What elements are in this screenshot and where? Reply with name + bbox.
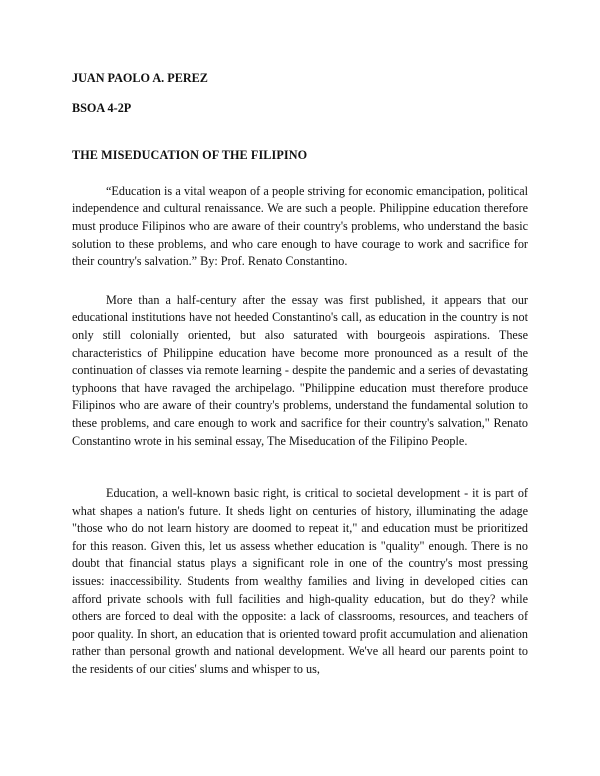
author-name: JUAN PAOLO A. PEREZ bbox=[72, 71, 208, 85]
paragraph-quote: “Education is a vital weapon of a people striving for economic emancipation, political independence and cultural renaissance. We are such a people. Philippine education therefore must produce Filipinos who are aware of their country's problems, who understand the basic solution to these problems, and who care enough to have courage to work and sacrifice for their country's salvation.” By: Prof. Renato Constantino. bbox=[72, 183, 528, 269]
course-section: BSOA 4-2P bbox=[72, 100, 132, 115]
paragraph-education: Education, a well-known basic right, is critical to societal development - it is part of what shapes a nation's future. It sheds light on centuries of history, illuminating the adage "those who do not learn history are doomed to repeat it," and education must be prioritized for this reason. Given this, let us assess whether education is "quality" enough. There is no doubt that financial status plays a significant role in one of the country's most pressing issues: inaccessibility. Students from wealthy families and living in developed cities can afford private schools with full facilities and high-quality education, but do they? while others are forced to deal with the opposite: a lack of classrooms, resources, and teachers of poor quality. In short, an education that is oriented toward profit accumulation and alienation rather than personal growth and national development. We've all heard our parents point to the residents of our cities' slums and whisper to us, bbox=[72, 486, 528, 677]
document-title: THE MISEDUCATION OF THE FILIPINO bbox=[72, 148, 308, 163]
paragraph-context: More than a half-century after the essay was first published, it appears that our educational institutions have not heeded Constantino's call, as education in the country is not only still colonially oriented, but also saturated with bourgeois aspirations. These characteristics of Philippine education have become more pronounced as a result of the continuation of classes via remote learning - despite the pandemic and a series of devastating typhoons that have ravaged the archipelago. "Philippine education must therefore produce Filipinos who are aware of their country's problems, understand the fundamental solution to these problems, and care enough to work and sacrifice for their country's salvation," Renato Constantino wrote in his seminal essay, The Miseducation of the Filipino People. bbox=[72, 292, 528, 448]
